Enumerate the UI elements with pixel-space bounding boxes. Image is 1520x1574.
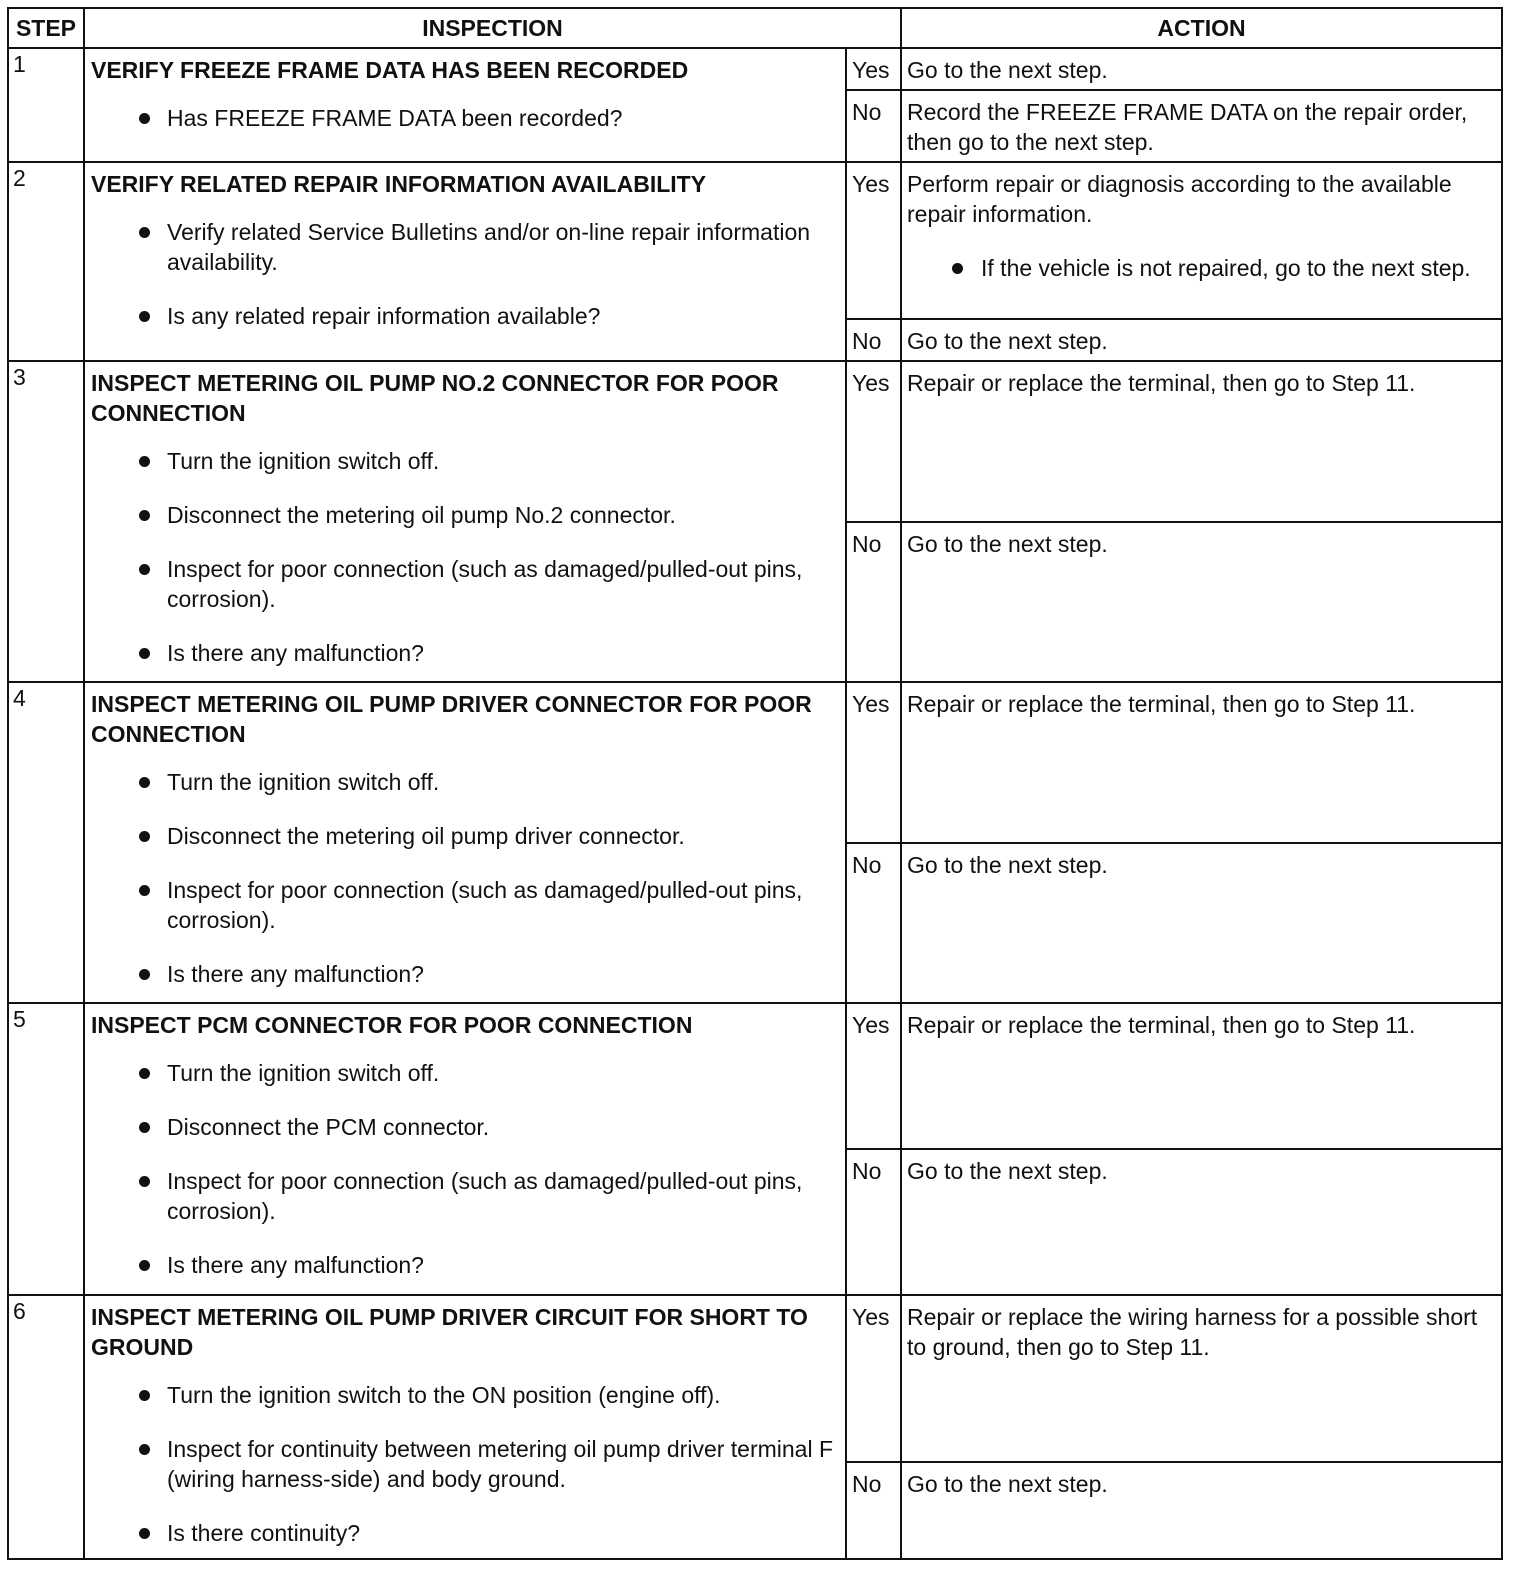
yes-action-bullet: If the vehicle is not repaired, go to the next step.	[952, 253, 1497, 283]
no-action: Go to the next step.	[901, 1462, 1502, 1559]
yes-action: Go to the next step.	[901, 48, 1502, 90]
step-number: 4	[8, 682, 84, 1003]
step-2-yes-row	[8, 162, 1502, 319]
yes-action-cell	[901, 162, 1502, 319]
step-inspection	[84, 682, 846, 1003]
inspection-bullet: Verify related Service Bulletins and/or on-line repair information availability.	[139, 217, 841, 277]
inspection-bullet: Inspect for poor connection (such as damaged/pulled-out pins, corrosion).	[139, 554, 841, 614]
inspection-bullet: Inspect for poor connection (such as damaged/pulled-out pins, corrosion).	[139, 1166, 841, 1226]
step-title: VERIFY FREEZE FRAME DATA HAS BEEN RECORDED	[91, 57, 689, 83]
inspection-bullet: Disconnect the metering oil pump driver connector.	[139, 821, 841, 851]
step-title: VERIFY RELATED REPAIR INFORMATION AVAILABILITY	[91, 171, 707, 197]
step-title: INSPECT PCM CONNECTOR FOR POOR CONNECTION	[91, 1012, 693, 1038]
step-title: INSPECT METERING OIL PUMP DRIVER CONNECTOR FOR POOR CONNECTION	[91, 691, 812, 747]
inspection-bullet: Is there continuity?	[139, 1518, 841, 1548]
yes-label: Yes	[846, 361, 901, 522]
inspection-bullet: Turn the ignition switch off.	[139, 446, 841, 476]
step-inspection	[84, 1003, 846, 1295]
inspection-bullet: Has FREEZE FRAME DATA been recorded?	[139, 103, 841, 133]
step-title: INSPECT METERING OIL PUMP DRIVER CIRCUIT FOR SHORT TO GROUND	[91, 1304, 808, 1360]
step-1-yes-row	[8, 48, 1502, 90]
yes-label: Yes	[846, 162, 901, 319]
step-number: 1	[8, 48, 84, 162]
no-label: No	[846, 1462, 901, 1559]
yes-label: Yes	[846, 682, 901, 843]
yes-label: Yes	[846, 48, 901, 90]
yes-action: Perform repair or diagnosis according to the available repair information.	[907, 171, 1452, 227]
header-inspection: INSPECTION	[84, 8, 901, 48]
step-inspection	[84, 1295, 846, 1559]
header-action: ACTION	[901, 8, 1502, 48]
no-label: No	[846, 522, 901, 682]
step-inspection	[84, 48, 846, 162]
inspection-bullet: Inspect for poor connection (such as damaged/pulled-out pins, corrosion).	[139, 875, 841, 935]
step-title: INSPECT METERING OIL PUMP NO.2 CONNECTOR FOR POOR CONNECTION	[91, 370, 779, 426]
inspection-bullet: Is there any malfunction?	[139, 1250, 841, 1280]
no-action: Go to the next step.	[901, 843, 1502, 1003]
step-inspection	[84, 162, 846, 361]
no-label: No	[846, 90, 901, 162]
inspection-bullet: Is there any malfunction?	[139, 959, 841, 989]
step-4-yes-row	[8, 682, 1502, 843]
inspection-bullet: Turn the ignition switch to the ON position (engine off).	[139, 1380, 841, 1410]
step-6-yes-row	[8, 1295, 1502, 1462]
yes-action: Repair or replace the terminal, then go to Step 11.	[901, 1003, 1502, 1149]
step-3-yes-row	[8, 361, 1502, 522]
no-label: No	[846, 319, 901, 361]
inspection-bullet: Turn the ignition switch off.	[139, 767, 841, 797]
inspection-bullet: Disconnect the PCM connector.	[139, 1112, 841, 1142]
header-step: STEP	[8, 8, 84, 48]
step-number: 3	[8, 361, 84, 682]
yes-action: Repair or replace the terminal, then go to Step 11.	[901, 682, 1502, 843]
inspection-bullet: Is any related repair information available?	[139, 301, 841, 331]
step-5-yes-row	[8, 1003, 1502, 1149]
yes-label: Yes	[846, 1295, 901, 1462]
step-number: 6	[8, 1295, 84, 1559]
no-label: No	[846, 843, 901, 1003]
inspection-bullet: Inspect for continuity between metering oil pump driver terminal F (wiring harness-side) and body ground.	[139, 1434, 841, 1494]
step-number: 2	[8, 162, 84, 361]
inspection-bullet: Turn the ignition switch off.	[139, 1058, 841, 1088]
no-action: Go to the next step.	[901, 522, 1502, 682]
inspection-bullet: Disconnect the metering oil pump No.2 connector.	[139, 500, 841, 530]
no-action: Record the FREEZE FRAME DATA on the repair order, then go to the next step.	[901, 90, 1502, 162]
no-label: No	[846, 1149, 901, 1295]
yes-action: Repair or replace the wiring harness for a possible short to ground, then go to Step 11.	[901, 1295, 1502, 1462]
no-action: Go to the next step.	[901, 1149, 1502, 1295]
step-number: 5	[8, 1003, 84, 1295]
step-inspection	[84, 361, 846, 682]
inspection-bullet: Is there any malfunction?	[139, 638, 841, 668]
yes-label: Yes	[846, 1003, 901, 1149]
diagnostic-table	[7, 7, 1503, 1560]
yes-action: Repair or replace the terminal, then go to Step 11.	[901, 361, 1502, 522]
header-row	[8, 8, 1502, 48]
no-action: Go to the next step.	[901, 319, 1502, 361]
